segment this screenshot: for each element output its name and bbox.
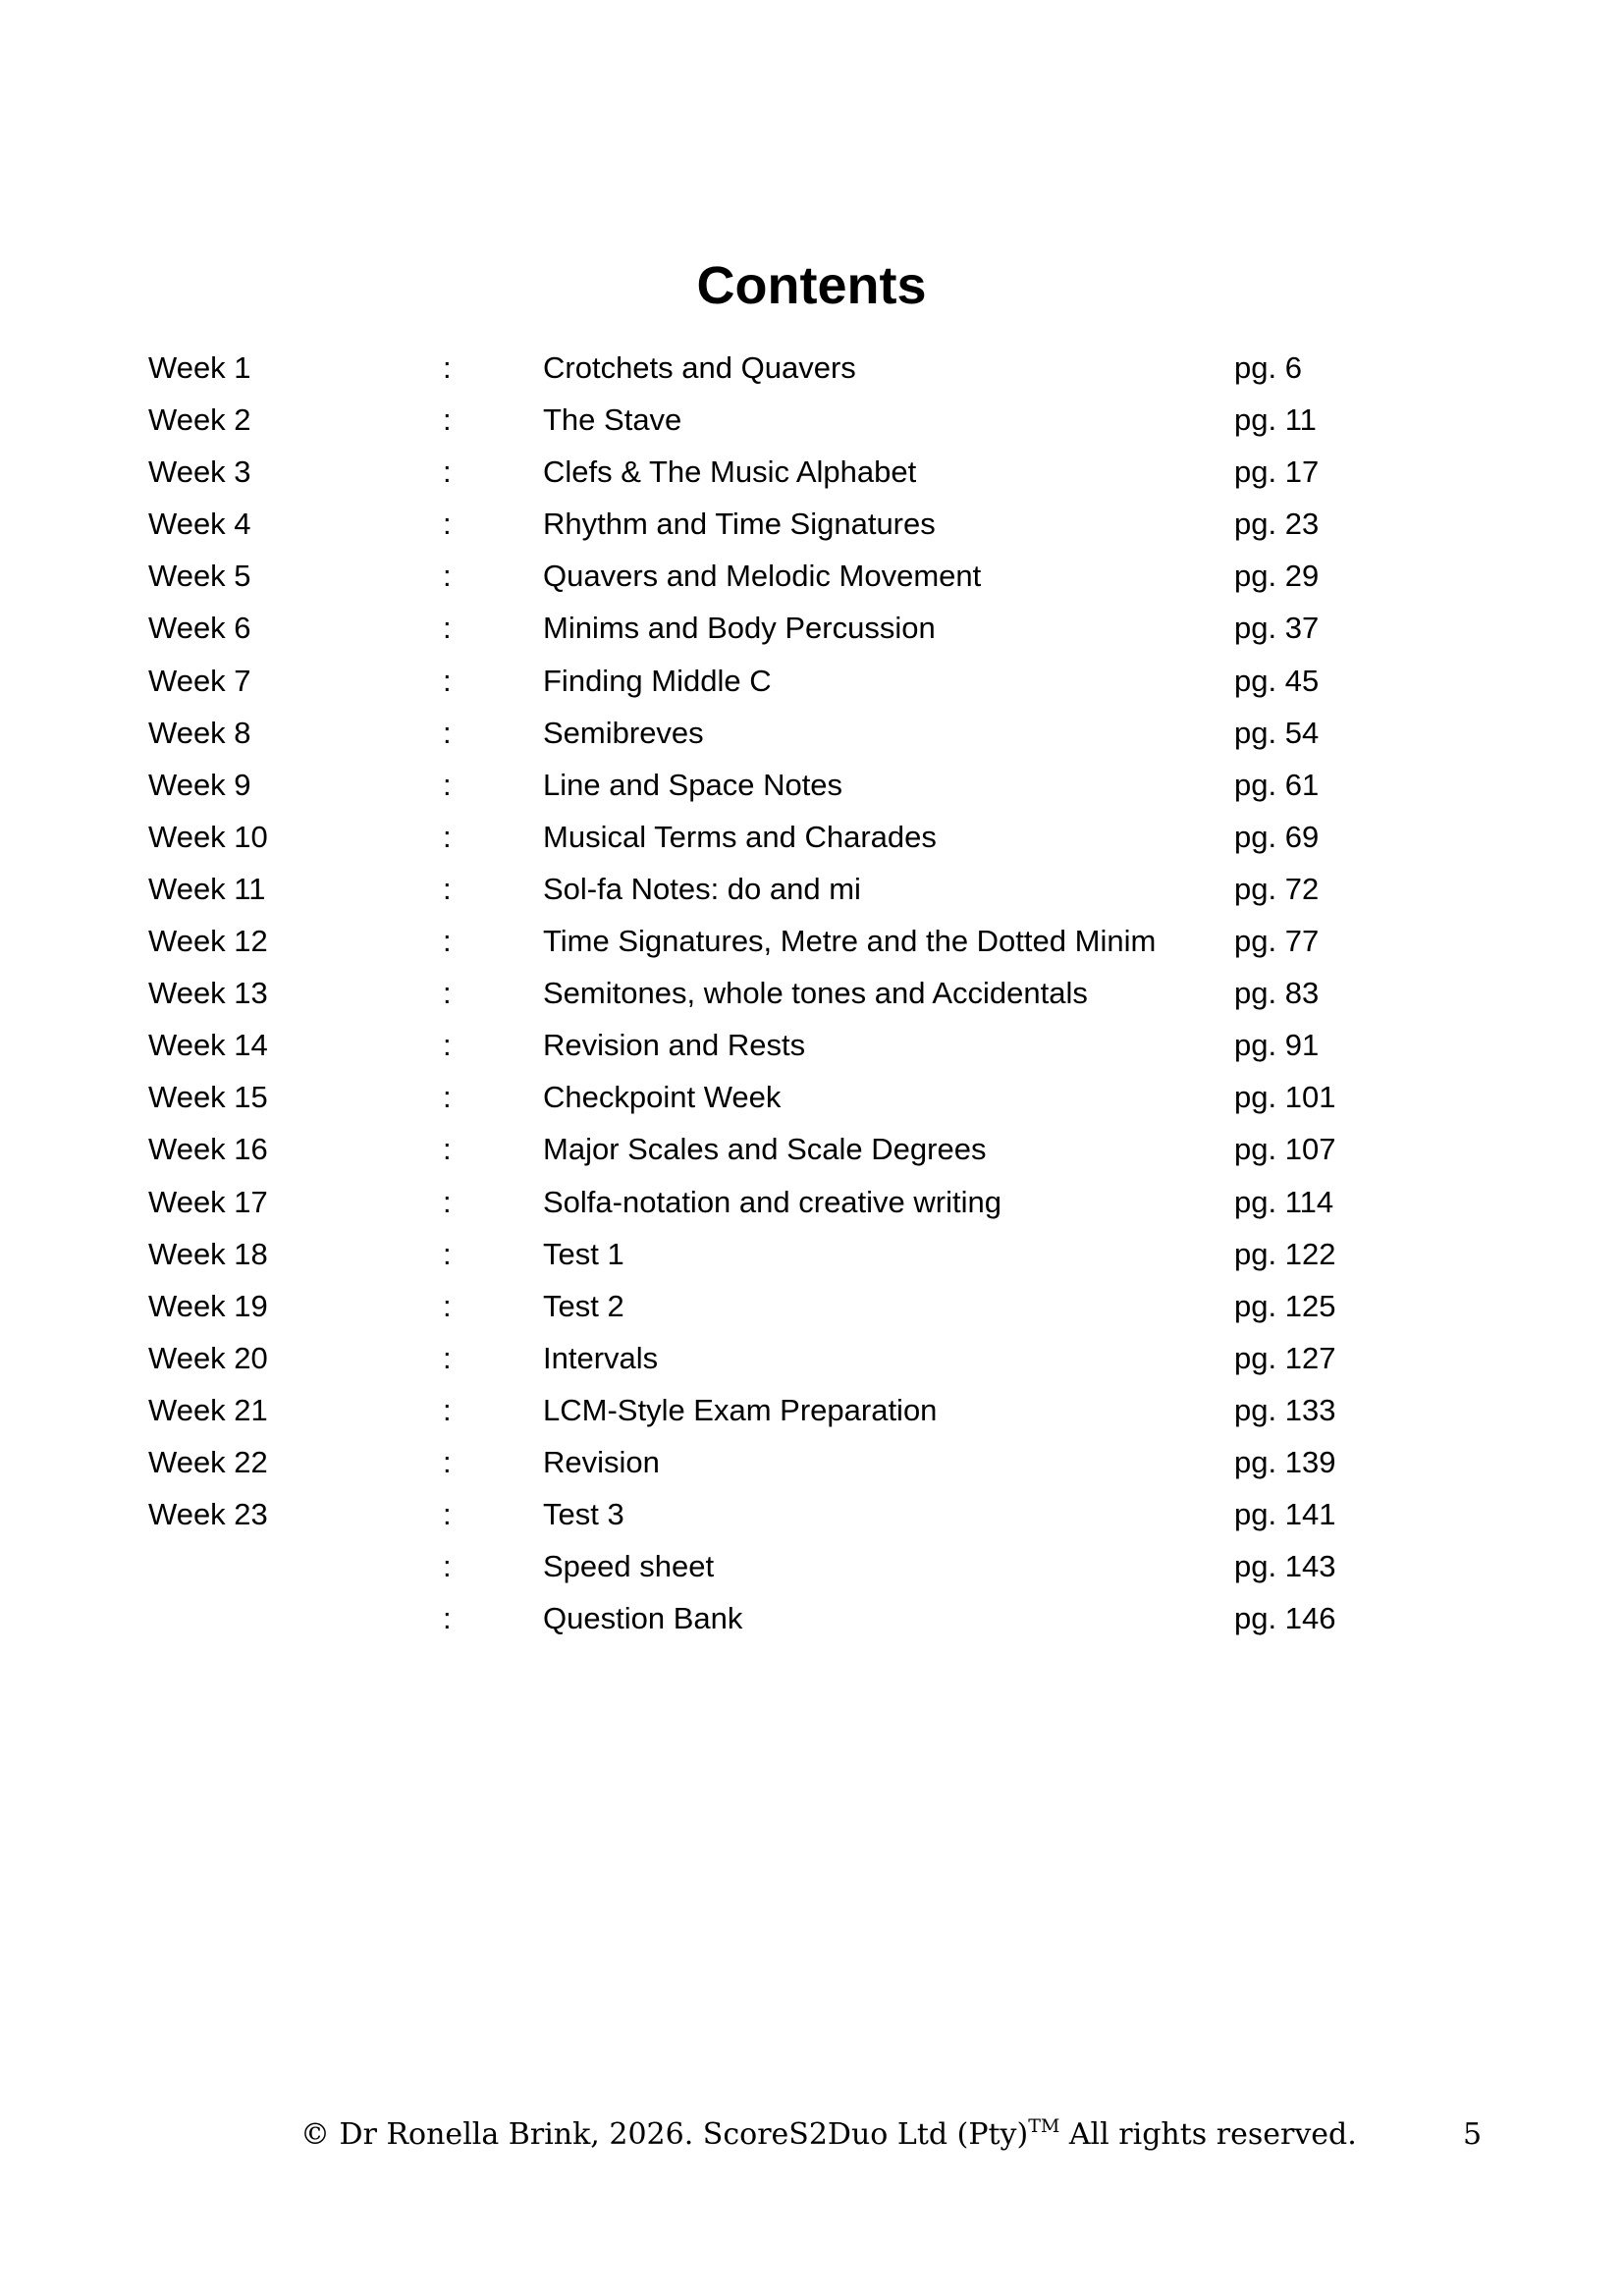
- toc-page-number: pg. 127: [1234, 1340, 1336, 1375]
- toc-separator: :: [443, 1028, 452, 1063]
- toc-row: [0, 1592, 1623, 1644]
- toc-page-number: pg. 125: [1234, 1288, 1336, 1323]
- toc-row: [0, 863, 1623, 915]
- toc-separator: :: [443, 1601, 452, 1636]
- toc-separator: :: [443, 1236, 452, 1271]
- toc-week: Week 21: [148, 1392, 268, 1427]
- toc-week: Week 4: [148, 507, 251, 542]
- toc-page-number: pg. 146: [1234, 1601, 1336, 1636]
- toc-page-number: pg. 143: [1234, 1549, 1336, 1584]
- toc-topic: Finding Middle C: [543, 663, 772, 698]
- toc-week: Week 3: [148, 454, 251, 490]
- toc-week: Week 14: [148, 1028, 268, 1063]
- toc-week: Week 16: [148, 1132, 268, 1167]
- toc-topic: Clefs & The Music Alphabet: [543, 454, 917, 490]
- table-of-contents: [0, 342, 1623, 1644]
- toc-separator: :: [443, 871, 452, 906]
- toc-row: [0, 1228, 1623, 1280]
- toc-week: Week 19: [148, 1288, 268, 1323]
- toc-page-number: pg. 141: [1234, 1497, 1336, 1532]
- toc-page-number: pg. 11: [1234, 402, 1317, 438]
- toc-separator: :: [443, 1288, 452, 1323]
- toc-row: [0, 1332, 1623, 1384]
- toc-topic: The Stave: [543, 402, 682, 438]
- page-title: Contents: [696, 256, 927, 315]
- toc-topic: Semibreves: [543, 715, 704, 750]
- toc-topic: Speed sheet: [543, 1549, 715, 1584]
- toc-separator: :: [443, 611, 452, 646]
- toc-row: [0, 1384, 1623, 1436]
- toc-topic: Musical Terms and Charades: [543, 819, 937, 854]
- toc-page-number: pg. 29: [1234, 559, 1320, 594]
- toc-page-number: pg. 45: [1234, 663, 1320, 698]
- toc-row: [0, 1019, 1623, 1071]
- toc-topic: Test 3: [543, 1497, 624, 1532]
- toc-topic: Minims and Body Percussion: [543, 611, 936, 646]
- toc-page-number: pg. 61: [1234, 767, 1320, 802]
- toc-week: Week 9: [148, 767, 251, 802]
- toc-topic: Sol-fa Notes: do and mi: [543, 871, 861, 906]
- toc-week: Week 2: [148, 402, 251, 438]
- toc-page-number: pg. 122: [1234, 1236, 1336, 1271]
- toc-row: [0, 1488, 1623, 1540]
- toc-week: Week 1: [148, 350, 251, 385]
- toc-topic: Line and Space Notes: [543, 767, 843, 802]
- toc-separator: :: [443, 350, 452, 385]
- toc-row: [0, 498, 1623, 550]
- toc-row: [0, 655, 1623, 707]
- toc-topic: Solfa-notation and creative writing: [543, 1184, 1001, 1219]
- toc-week: Week 22: [148, 1444, 268, 1479]
- page-number: 5: [1463, 2117, 1483, 2152]
- toc-page-number: pg. 101: [1234, 1080, 1336, 1115]
- toc-page-number: pg. 17: [1234, 454, 1320, 490]
- toc-topic: Quavers and Melodic Movement: [543, 559, 982, 594]
- toc-page-number: pg. 77: [1234, 924, 1320, 959]
- toc-topic: LCM-Style Exam Preparation: [543, 1392, 938, 1427]
- toc-separator: :: [443, 663, 452, 698]
- toc-separator: :: [443, 402, 452, 438]
- toc-separator: :: [443, 715, 452, 750]
- toc-page-number: pg. 23: [1234, 507, 1320, 542]
- toc-row: [0, 967, 1623, 1019]
- toc-separator: :: [443, 1080, 452, 1115]
- toc-row: [0, 602, 1623, 654]
- toc-topic: Time Signatures, Metre and the Dotted Minim: [543, 924, 1157, 959]
- toc-topic: Test 1: [543, 1236, 624, 1271]
- toc-separator: :: [443, 454, 452, 490]
- toc-row: [0, 446, 1623, 498]
- toc-row: [0, 1280, 1623, 1332]
- toc-week: Week 20: [148, 1340, 268, 1375]
- toc-week: Week 17: [148, 1184, 268, 1219]
- toc-topic: Revision and Rests: [543, 1028, 806, 1063]
- toc-page-number: pg. 37: [1234, 611, 1320, 646]
- toc-topic: Rhythm and Time Signatures: [543, 507, 936, 542]
- trademark-symbol: TM: [1028, 2115, 1060, 2137]
- toc-separator: :: [443, 1132, 452, 1167]
- toc-separator: :: [443, 1549, 452, 1584]
- toc-row: [0, 1176, 1623, 1228]
- toc-row: [0, 811, 1623, 863]
- toc-week: Week 11: [148, 871, 266, 906]
- copyright-notice: [300, 2110, 1357, 2160]
- toc-page-number: pg. 54: [1234, 715, 1320, 750]
- toc-week: Week 23: [148, 1497, 268, 1532]
- toc-row: [0, 1071, 1623, 1123]
- toc-page-number: pg. 114: [1234, 1184, 1334, 1219]
- toc-separator: :: [443, 1392, 452, 1427]
- toc-week: Week 8: [148, 715, 251, 750]
- toc-row: [0, 707, 1623, 759]
- toc-topic: Revision: [543, 1444, 660, 1479]
- toc-page-number: pg. 107: [1234, 1132, 1336, 1167]
- toc-week: Week 7: [148, 663, 251, 698]
- toc-separator: :: [443, 767, 452, 802]
- toc-separator: :: [443, 1184, 452, 1219]
- toc-week: Week 5: [148, 559, 251, 594]
- toc-week: Week 12: [148, 924, 268, 959]
- toc-topic: Crotchets and Quavers: [543, 350, 856, 385]
- toc-topic: Intervals: [543, 1340, 659, 1375]
- toc-separator: :: [443, 1444, 452, 1479]
- copyright-text: © Dr Ronella Brink, 2026. ScoreS2Duo Ltd (Pty): [300, 2117, 1029, 2152]
- rights-text: All rights reserved.: [1059, 2117, 1357, 2152]
- toc-week: Week 6: [148, 611, 251, 646]
- toc-topic: Test 2: [543, 1288, 624, 1323]
- toc-topic: Semitones, whole tones and Accidentals: [543, 976, 1088, 1011]
- toc-separator: :: [443, 507, 452, 542]
- toc-row: [0, 550, 1623, 602]
- toc-row: [0, 915, 1623, 967]
- page-footer: [0, 2110, 1623, 2160]
- toc-row: [0, 342, 1623, 394]
- toc-row: [0, 759, 1623, 811]
- toc-separator: :: [443, 976, 452, 1011]
- toc-page-number: pg. 72: [1234, 871, 1320, 906]
- toc-row: [0, 1540, 1623, 1592]
- toc-row: [0, 394, 1623, 446]
- toc-page-number: pg. 139: [1234, 1444, 1336, 1479]
- toc-topic: Question Bank: [543, 1601, 743, 1636]
- toc-separator: :: [443, 819, 452, 854]
- toc-separator: :: [443, 924, 452, 959]
- toc-row: [0, 1436, 1623, 1488]
- toc-separator: :: [443, 1340, 452, 1375]
- toc-page-number: pg. 83: [1234, 976, 1320, 1011]
- toc-week: Week 18: [148, 1236, 268, 1271]
- toc-separator: :: [443, 559, 452, 594]
- toc-row: [0, 1123, 1623, 1175]
- toc-page-number: pg. 69: [1234, 819, 1320, 854]
- toc-separator: :: [443, 1497, 452, 1532]
- toc-page-number: pg. 133: [1234, 1392, 1336, 1427]
- toc-topic: Checkpoint Week: [543, 1080, 782, 1115]
- toc-week: Week 10: [148, 819, 268, 854]
- toc-page-number: pg. 91: [1234, 1028, 1320, 1063]
- toc-week: Week 13: [148, 976, 268, 1011]
- toc-topic: Major Scales and Scale Degrees: [543, 1132, 987, 1167]
- toc-page-number: pg. 6: [1234, 350, 1302, 385]
- toc-week: Week 15: [148, 1080, 268, 1115]
